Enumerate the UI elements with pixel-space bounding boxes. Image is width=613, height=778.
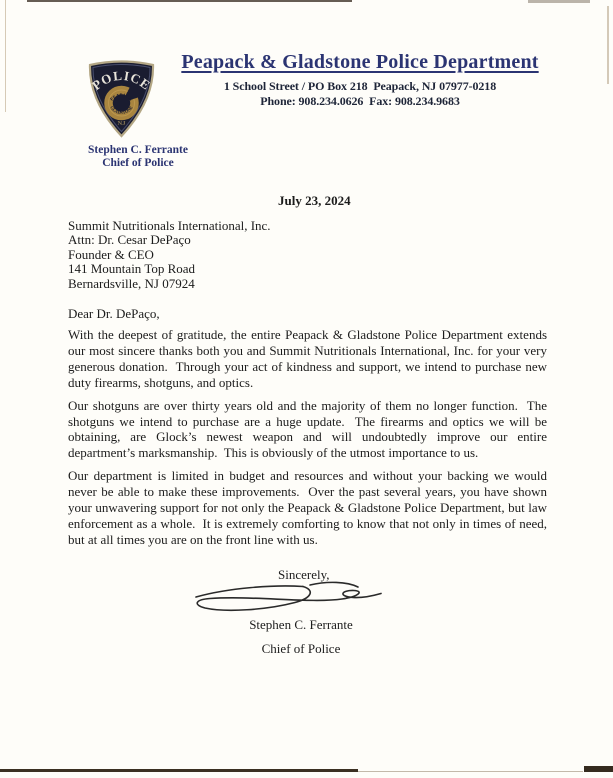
chief-title: Chief of Police (102, 157, 174, 169)
scan-artifact-right-line (607, 6, 609, 84)
police-department-patch (82, 56, 161, 139)
police-badge-icon (82, 56, 161, 139)
badge-gladstone-text: GLADSTONE (109, 104, 134, 116)
recipient-role: Founder & CEO (68, 246, 154, 262)
department-phone-fax: Phone: 908.234.0626 Fax: 908.234.9683 (260, 94, 460, 109)
recipient-city-state-zip: Bernardsville, NJ 07924 (68, 275, 195, 291)
letter-body (68, 327, 551, 555)
handwritten-signature (190, 578, 390, 620)
scan-artifact-bottom-faint-line (358, 771, 583, 772)
letter-date: July 23, 2024 (278, 193, 351, 208)
signer-typed-title: Chief of Police (261, 641, 341, 656)
scan-artifact-top-line (27, 0, 352, 2)
chief-name: Stephen C. Ferrante (88, 144, 188, 156)
chief-letterhead-block (57, 144, 219, 170)
paragraph-gratitude: With the deepest of gratitude, the entire Peapack & Gladstone Police Department extends our most sincere thanks both you and Summit Nutritionals International, Inc. for your very generous donation. Through your act of kindness and support, we intend to purchase new duty firearms, shotguns, and optics. (68, 327, 551, 390)
recipient-company: Summit Nutritionals International, Inc. (68, 218, 271, 233)
department-name: Peapack & Gladstone Police Department (181, 51, 539, 73)
badge-peapack-text: PEAPACK (109, 92, 134, 102)
badge-nj-text: NJ (117, 120, 126, 127)
paragraph-budget: Our department is limited in budget and resources and without your backing we would never be able to make these improvements. Over the past several years, you have shown your unwavering support for not only the Peapack & Gladstone Police Department, but law enforcement as a whole. It is extremely comforting to know that not only in times of need, but at all times you are on the front line with us. (68, 468, 551, 547)
recipient-address-block (68, 219, 271, 291)
valediction: Sincerely, (278, 567, 330, 582)
scan-artifact-left-line (5, 0, 6, 112)
recipient-attn: Attn: Dr. Cesar DePaço (68, 232, 191, 248)
department-address: 1 School Street / PO Box 218 Peapack, NJ 07977-0218 (223, 79, 497, 93)
paragraph-shotguns: Our shotguns are over thirty years old and the majority of them no longer function. The shotguns we intend to purchase are a huge update. The firearms and optics we will be obtaining, are Glock’s newest weapon and will undoubtedly improve our entire department’s marksmanship. This is obviously of the utmost importance to us. (68, 397, 551, 461)
scan-artifact-bottom-line (0, 769, 358, 772)
scan-artifact-top-right-line (528, 0, 590, 3)
badge-police-text: POLICE (89, 67, 154, 94)
signature-icon (190, 578, 390, 620)
salutation: Dear Dr. DePaço, (68, 306, 160, 321)
signer-typed-name: Stephen C. Ferrante (249, 617, 353, 632)
letterhead (158, 51, 562, 109)
scan-artifact-bottom-right-mark (584, 766, 613, 772)
recipient-street: 141 Mountain Top Road (68, 261, 196, 277)
